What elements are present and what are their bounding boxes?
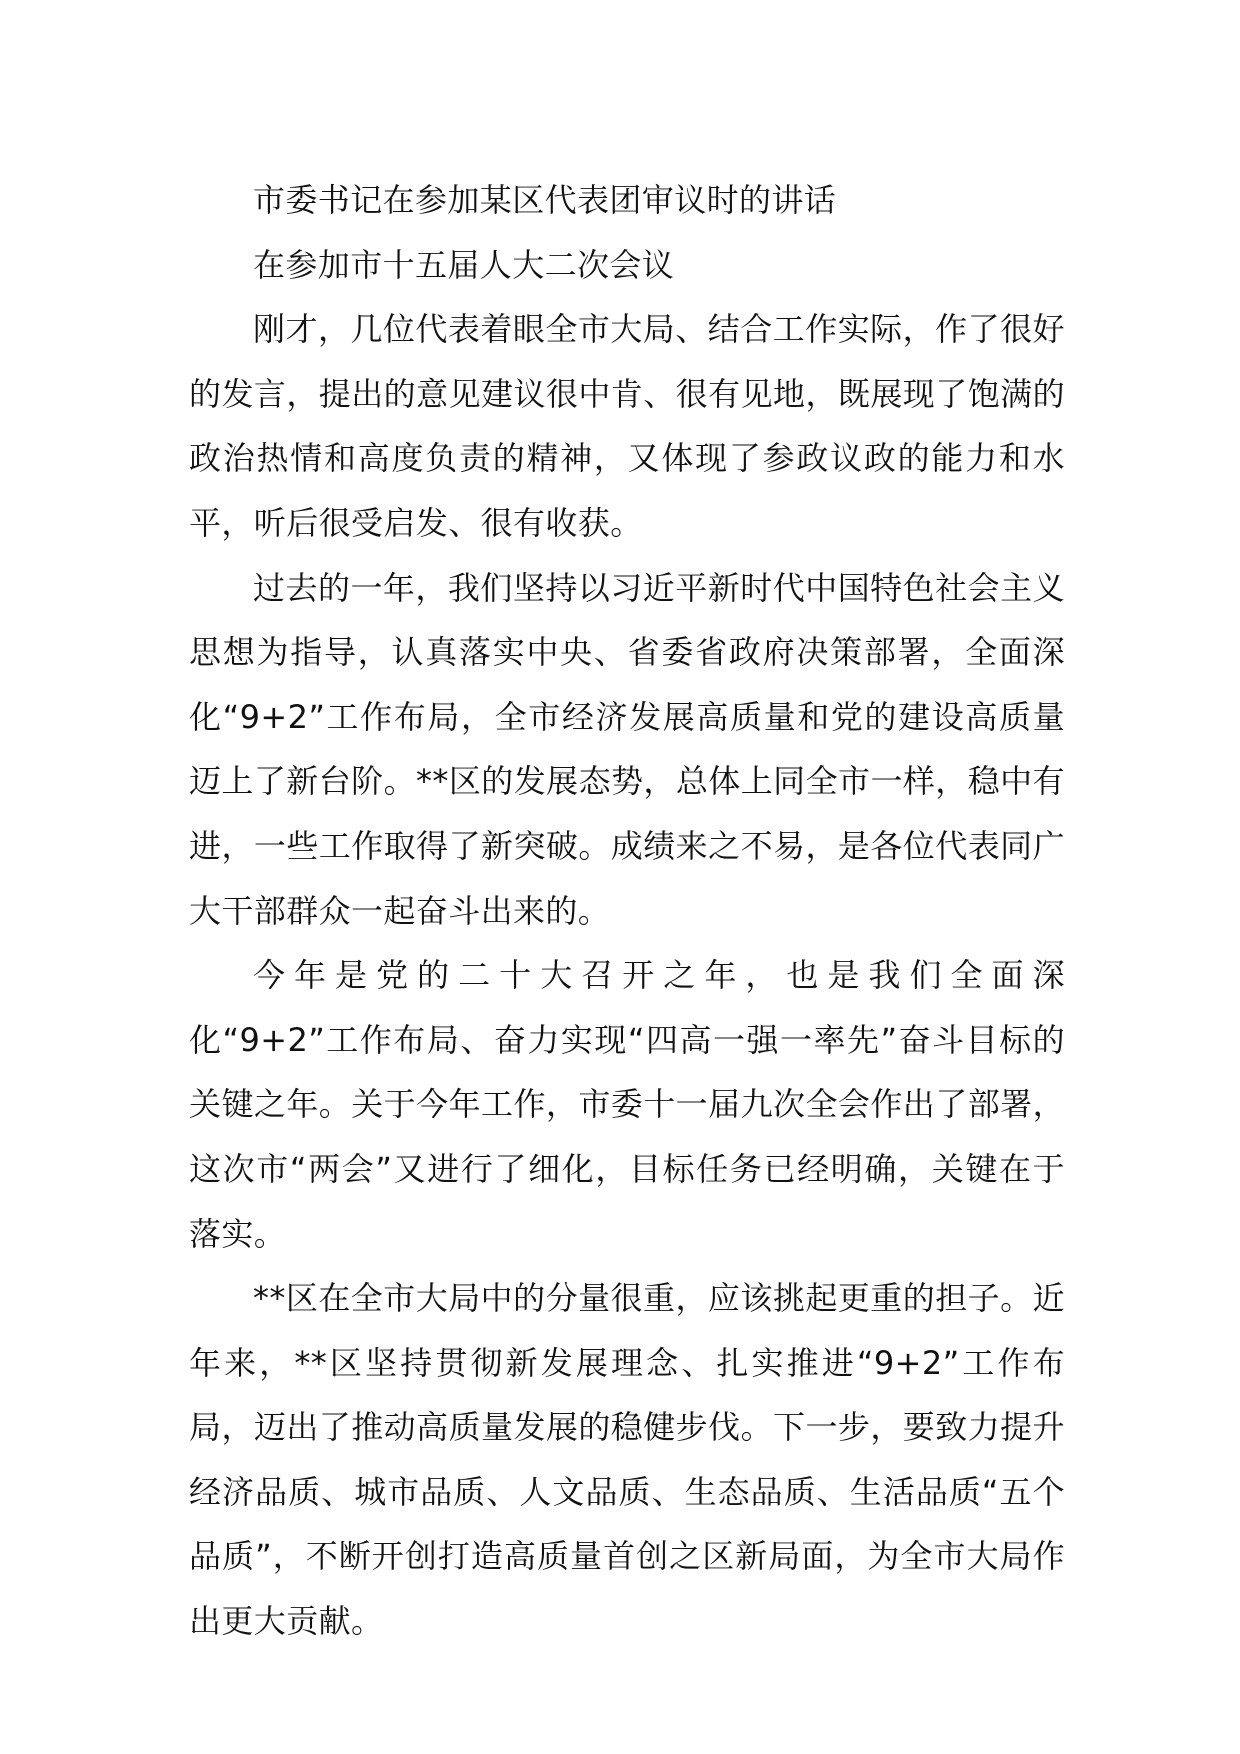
document-title: 市委书记在参加某区代表团审议时的讲话 [253,181,837,219]
paragraph-1: 刚才，几位代表着眼全市大局、结合工作实际，作了很好的发言，提出的意见建议很中肯、很有见地，既展现了饱满的政治热情和高度负责的精神，又体现了参政议政的能力和水平，听后很受启发、很有收获。 [189,310,1065,542]
paragraph-3: 今年是党的二十大召开之年，也是我们全面深化“9+2”工作布局、奋力实现“四高一强一率先”奋斗目标的关键之年。关于今年工作，市委十一届九次全会作出了部署，这次市“两会”又进行了细化，目标任务已经明确，关键在于落实。 [189,956,1065,1253]
paragraph-2: 过去的一年，我们坚持以习近平新时代中国特色社会主义思想为指导，认真落实中央、省委省政府决策部署，全面深化“9+2”工作布局，全市经济发展高质量和党的建设高质量迈上了新台阶。**区的发展态势，总体上同全市一样，稳中有进，一些工作取得了新突破。成绩来之不易，是各位代表同广大干部群众一起奋斗出来的。 [189,568,1065,930]
document-subtitle: 在参加市十五届人大二次会议 [253,245,675,284]
paragraph-4: **区在全市大局中的分量很重，应该挑起更重的担子。近年来，**区坚持贯彻新发展理念、扎实推进“9+2”工作布局，迈出了推动高质量发展的稳健步伐。下一步，要致力提升经济品质、城市品质、人文品质、生态品质、生活品质“五个品质”，不断开创打造高质量首创之区新局面，为全市大局作出更大贡献。 [189,1279,1065,1641]
document-body [189,168,1065,1654]
